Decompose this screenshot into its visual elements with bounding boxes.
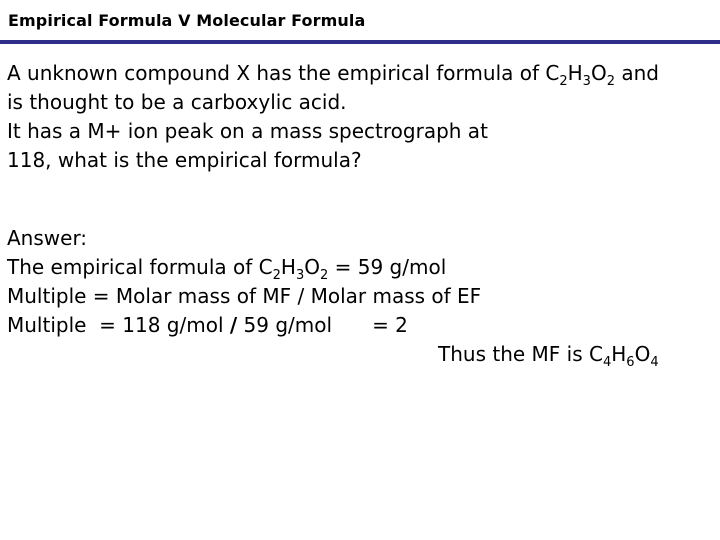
formula-subscript: 2 xyxy=(319,268,329,283)
formula-element: H xyxy=(567,61,583,85)
calc-text: 59 g/mol xyxy=(237,313,333,337)
formula-subscript: 2 xyxy=(559,74,568,89)
formula-element: H xyxy=(611,342,627,366)
formula-subscript: 2 xyxy=(272,268,281,283)
molecular-formula xyxy=(588,342,659,370)
formula-subscript: 3 xyxy=(582,74,591,89)
answer-ef-line xyxy=(7,253,713,282)
formula-element: C xyxy=(258,255,273,279)
formula-element: O xyxy=(590,61,607,85)
division-slash: / xyxy=(229,313,238,337)
answer-text: = 59 g/mol xyxy=(328,255,447,279)
question-line-4: 118, what is the empirical formula? xyxy=(7,148,362,172)
question-text: and xyxy=(614,61,659,85)
formula-subscript: 4 xyxy=(602,355,612,370)
formula-subscript: 6 xyxy=(626,355,635,370)
empirical-formula xyxy=(545,61,615,89)
slide-title: Empirical Formula V Molecular Formula xyxy=(8,11,366,30)
answer-text: The empirical formula of xyxy=(7,255,259,279)
multiple-calculation xyxy=(7,311,713,340)
formula-element: H xyxy=(280,255,296,279)
conclusion-text: Thus the MF is xyxy=(438,342,589,366)
question-line-3: It has a M+ ion peak on a mass spectrograph at xyxy=(7,119,488,143)
conclusion-line xyxy=(7,340,713,369)
formula-subscript: 4 xyxy=(650,355,659,370)
answer-heading: Answer: xyxy=(7,226,88,250)
formula-element: O xyxy=(634,342,651,366)
multiple-definition: Multiple = Molar mass of MF / Molar mass of EF xyxy=(7,284,482,308)
question-line-2: is thought to be a carboxylic acid. xyxy=(7,90,347,114)
question-text: A unknown compound X has the empirical formula of xyxy=(7,61,546,85)
formula-element: O xyxy=(304,255,320,279)
formula-element: C xyxy=(588,342,603,366)
paragraph-gap xyxy=(7,175,713,224)
slide-body xyxy=(7,59,713,369)
formula-subscript: 2 xyxy=(606,74,615,89)
multiple-result: = 2 xyxy=(372,313,408,337)
question-line-1 xyxy=(7,59,713,88)
calc-text: Multiple = 118 g/mol xyxy=(7,313,230,337)
empirical-formula xyxy=(258,255,329,283)
title-divider xyxy=(0,40,720,44)
formula-element: C xyxy=(545,61,560,85)
formula-subscript: 3 xyxy=(295,268,305,283)
